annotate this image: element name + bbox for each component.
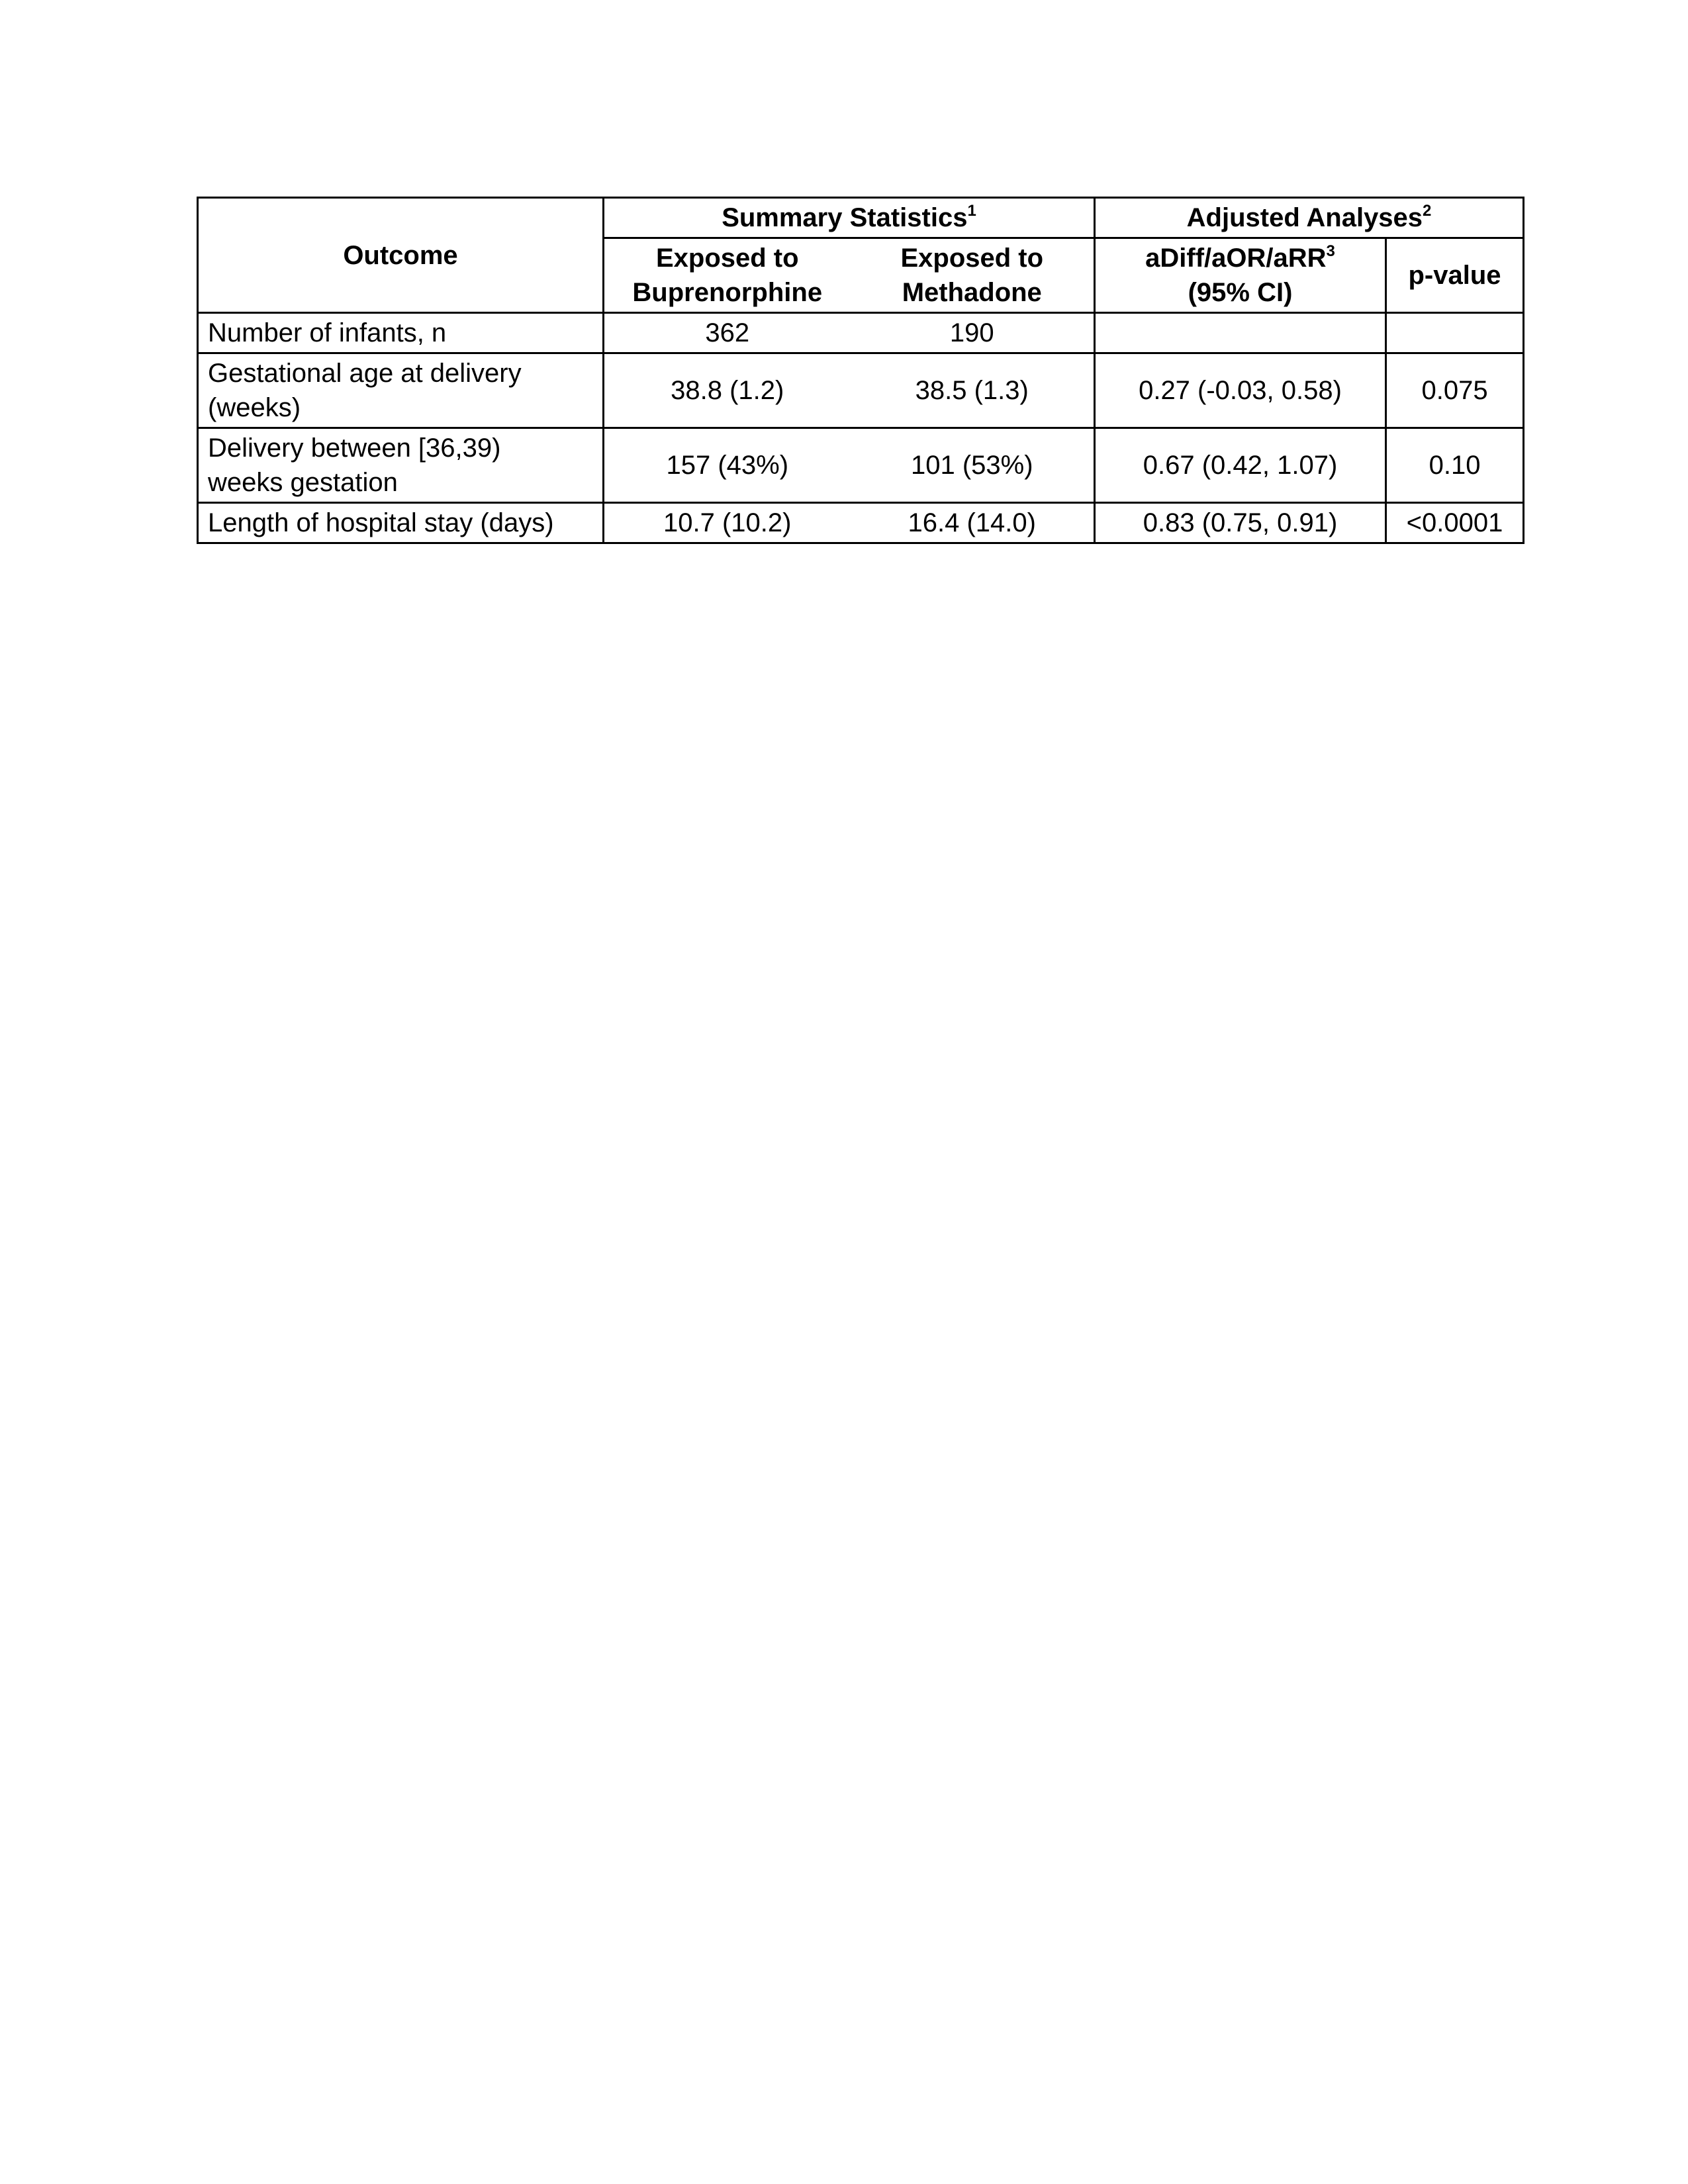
- header-met-line2: Methadone: [902, 278, 1042, 307]
- outcome-line1: Number of infants, n: [208, 318, 447, 347]
- p-value-cell: <0.0001: [1386, 503, 1524, 543]
- table-row: [198, 428, 1524, 503]
- header-pvalue-label: p-value: [1408, 261, 1501, 290]
- footnote-marker-2: 2: [1423, 202, 1432, 220]
- buprenorphine-cell: 362: [604, 313, 851, 353]
- footnote-marker-1: 1: [967, 202, 976, 220]
- footnote-marker-3: 3: [1326, 242, 1335, 260]
- buprenorphine-cell: 38.8 (1.2): [604, 353, 851, 428]
- adjusted-estimate-cell: 0.27 (-0.03, 0.58): [1095, 353, 1386, 428]
- header-adjusted-estimate: [1095, 238, 1386, 313]
- outcome-cell: [198, 313, 604, 353]
- outcome-line1: Delivery between [36,39): [208, 433, 501, 463]
- adjusted-estimate-cell: 0.83 (0.75, 0.91): [1095, 503, 1386, 543]
- outcome-cell: [198, 428, 604, 503]
- table-row: [198, 313, 1524, 353]
- outcome-line1: Length of hospital stay (days): [208, 508, 554, 537]
- methadone-cell: 190: [851, 313, 1095, 353]
- p-value-cell: 0.10: [1386, 428, 1524, 503]
- methadone-cell: 38.5 (1.3): [851, 353, 1095, 428]
- header-buprenorphine: [604, 238, 851, 313]
- outcomes-table: [197, 197, 1524, 544]
- header-met-line1: Exposed to: [900, 244, 1044, 273]
- header-outcome-label: Outcome: [343, 240, 458, 270]
- p-value-cell: [1386, 313, 1524, 353]
- header-methadone: [851, 238, 1095, 313]
- buprenorphine-cell: 10.7 (10.2): [604, 503, 851, 543]
- outcome-line2: (weeks): [208, 393, 301, 422]
- table-row: [198, 353, 1524, 428]
- p-value-cell: 0.075: [1386, 353, 1524, 428]
- header-outcome: [198, 198, 604, 313]
- header-bup-line1: Exposed to: [655, 244, 799, 273]
- header-row-groups: [198, 198, 1524, 238]
- header-summary-statistics: [604, 198, 1095, 238]
- outcome-cell: [198, 353, 604, 428]
- header-adiff-line2: (95% CI): [1188, 278, 1293, 307]
- outcome-line1: Gestational age at delivery: [208, 359, 522, 388]
- header-bup-line2: Buprenorphine: [632, 278, 823, 307]
- table-row: [198, 503, 1524, 543]
- methadone-cell: 101 (53%): [851, 428, 1095, 503]
- outcome-cell: [198, 503, 604, 543]
- header-adjusted-analyses: [1095, 198, 1524, 238]
- outcome-line2: weeks gestation: [208, 468, 398, 497]
- adjusted-estimate-cell: 0.67 (0.42, 1.07): [1095, 428, 1386, 503]
- methadone-cell: 16.4 (14.0): [851, 503, 1095, 543]
- buprenorphine-cell: 157 (43%): [604, 428, 851, 503]
- adjusted-estimate-cell: [1095, 313, 1386, 353]
- header-adiff-line1: aDiff/aOR/aRR: [1145, 244, 1327, 273]
- header-summary-label: Summary Statistics: [722, 203, 968, 232]
- header-p-value: [1386, 238, 1524, 313]
- header-adjusted-label: Adjusted Analyses: [1186, 203, 1423, 232]
